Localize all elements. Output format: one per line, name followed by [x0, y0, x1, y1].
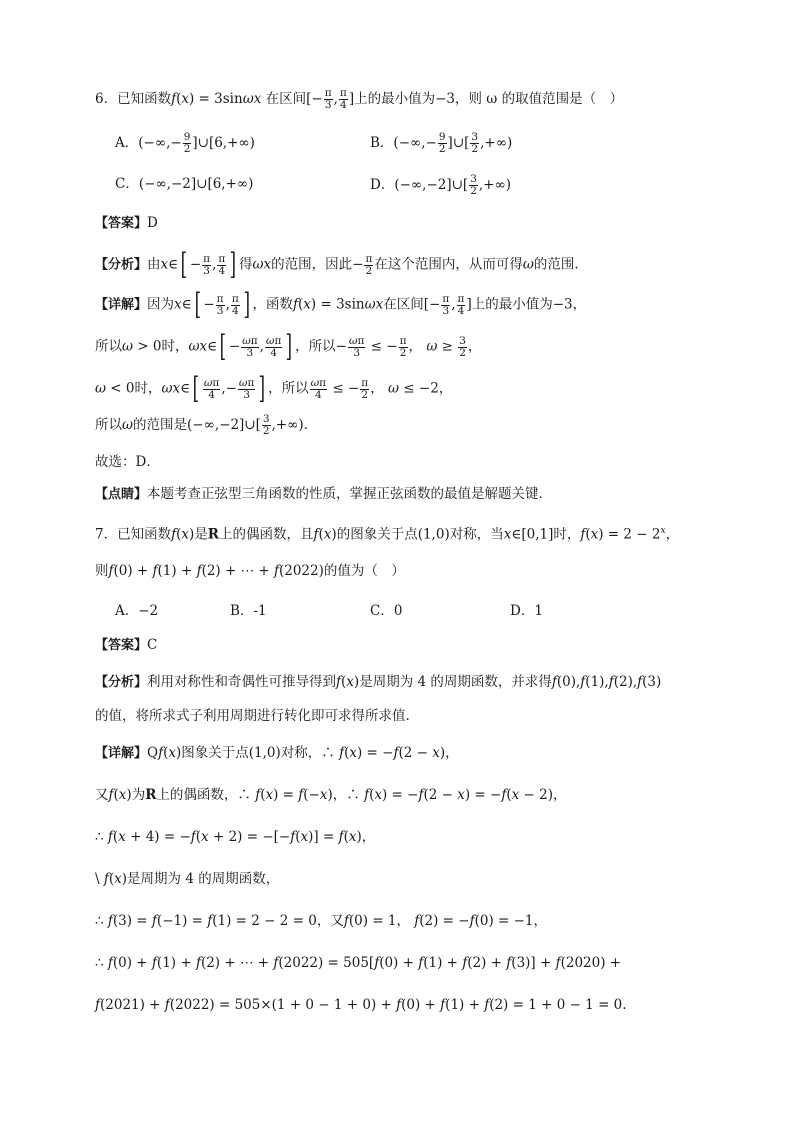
q6-detail-line1: 【详解】因为x∈[ − $\frac{\pi}{3}$ , $\frac{\pi}{4}$ ] ，函数f(x) = 3sinωx在区间[− $\frac{\pi}{3}$ , $\frac{\pi}{4}$ ]上的最小值为−3， [95, 287, 587, 322]
q7-option-a[interactable]: A．−2 [115, 603, 159, 619]
q6-detail-line3: ω < 0时，ωx∈[ $\frac{\omega\pi}{4}$ ,− $\frac{\omega\pi}{3}$ ] ，所以 $\frac{\omega\pi}{4}$ ≤ − $\frac{\pi}{2}$ ， ω ≤ −2， [95, 371, 453, 406]
q7-detail-line6: ∴ f(0) + f(1) + f(2) + ⋯ + f(2022) = 505[f(0) + f(1) + f(2) + f(3)] + f(2020) + [95, 955, 622, 971]
q7-detail-line3: ∴ f(x + 4) = −f(x + 2) = −[−f(x)] = f(x)， [95, 829, 376, 845]
q6-option-c[interactable]: C．(−∞,−2]∪[6,+∞) [115, 176, 254, 192]
q6-detail-line4: 所以ω的范围是(−∞,−2]∪[ $\frac{3}{2}$ ,+∞)． [95, 413, 318, 437]
q7-option-d[interactable]: D．1 [510, 603, 543, 619]
q7-detail-line4: \ f(x)是周期为 4 的周期函数， [95, 871, 280, 887]
q7-detail-line2: 又f(x)为R上的偶函数，∴ f(x) = f(−x)，∴ f(x) = −f(2 − x) = −f(x − 2)， [95, 787, 567, 803]
q7-analysis-line2: 的值，将所求式子利用周期进行转化即可求得所求值. [95, 708, 410, 724]
q6-option-b[interactable]: B．(−∞,− $\frac{9}{2}$ ]∪[ $\frac{3}{2}$ ,+∞) [370, 131, 513, 155]
q6-answer: 【答案】D [95, 215, 158, 231]
q6-conclusion: 故选：D． [95, 454, 160, 470]
q7-option-c[interactable]: C．0 [370, 603, 403, 619]
q6-analysis: 【分析】由x∈[ − $\frac{\pi}{3}$ , $\frac{\pi}{4}$ ] 得ωx的范围，因此− $\frac{\pi}{2}$ 在这个范围内，从而可得ω的范围． [95, 247, 588, 282]
q7-stem-line1: 7．已知函数f(x)是R上的偶函数，且f(x)的图象关于点(1,0)对称，当x∈[0,1]时，$f(x) = 2 - 2^x$， [95, 526, 680, 543]
q7-detail-line1: 【详解】Qf(x)图象关于点(1,0)对称，∴ f(x) = −f(2 − x)， [95, 745, 459, 761]
q7-detail-line5: ∴ f(3) = f(−1) = f(1) = 2 − 2 = 0，又f(0) = 1， f(2) = −f(0) = −1， [95, 913, 548, 929]
q7-answer: 【答案】C [95, 637, 158, 653]
q6-option-a[interactable]: A．(−∞,− $\frac{9}{2}$ ]∪[6,+∞) [115, 131, 255, 155]
q7-option-b[interactable]: B．-1 [230, 603, 267, 619]
q6-detail-line2: 所以ω > 0时，ωx∈[ − $\frac{\omega\pi}{3}$ , $\frac{\omega\pi}{4}$ ] ，所以− $\frac{\omega\pi}{3}$ ≤ − $\frac{\pi}{2}$ ， ω ≥ $\frac{3}{2}$ ， [95, 329, 482, 364]
q7-detail-line7: f(2021) + f(2022) = 505×(1 + 0 − 1 + 0) + f(0) + f(1) + f(2) = 1 + 0 − 1 = 0. [95, 997, 627, 1013]
q6-stem: 6．已知函数f(x) = 3sinωx 在区间[− $\frac{\pi}{3}$ , $\frac{\pi}{4}$ ]上的最小值为−3，则 ω 的取值范围是（ ） [95, 87, 624, 111]
q7-stem-line2: 则f(0) + f(1) + f(2) + ⋯ + f(2022)的值为（ ） [95, 563, 405, 579]
q6-comment: 【点睛】本题考查正弦型三角函数的性质，掌握正弦函数的最值是解题关键． [95, 486, 553, 502]
q6-option-d[interactable]: D．(−∞,−2]∪[ $\frac{3}{2}$ ,+∞) [370, 173, 512, 197]
q7-analysis-line1: 【分析】利用对称性和奇偶性可推导得到f(x)是周期为 4 的周期函数，并求得f(0),f(1),f(2),f(3) [95, 674, 662, 690]
